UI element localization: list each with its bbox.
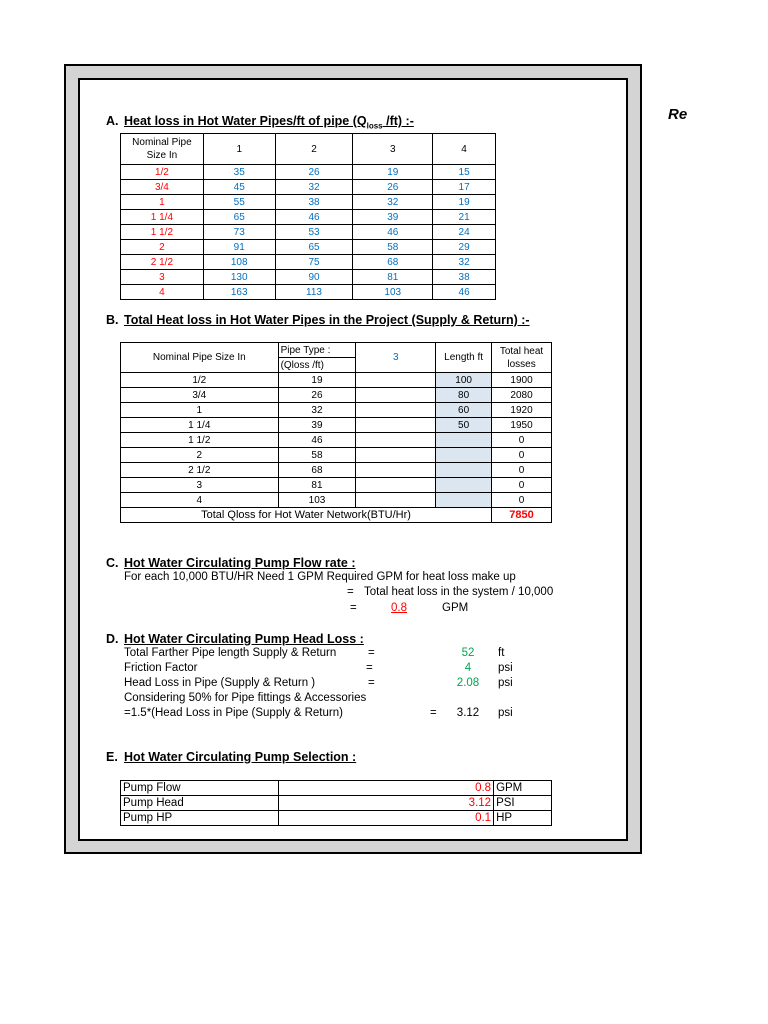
section-b-header-type: Pipe Type :: [278, 343, 356, 358]
heat-loss-cell: 108: [203, 255, 275, 270]
heat-loss-cell: 32: [433, 255, 496, 270]
heat-loss-cell: 130: [203, 270, 275, 285]
heat-loss-cell: 35: [203, 165, 275, 180]
section-a-header-size: Nominal Pipe Size In: [121, 134, 204, 165]
total-loss-cell: 0: [492, 493, 552, 508]
section-a-heading: [106, 114, 414, 131]
section-b-letter: B.: [106, 313, 119, 327]
table-row: [121, 225, 496, 240]
pipe-size-cell: 3: [121, 270, 204, 285]
section-b-table: [120, 342, 552, 523]
section-d-heading: [106, 632, 364, 646]
table-row: [121, 180, 496, 195]
heat-loss-cell: 90: [275, 270, 353, 285]
qloss-cell: 58: [278, 448, 356, 463]
pipe-size-cell: 2 1/2: [121, 255, 204, 270]
length-cell[interactable]: [436, 463, 492, 478]
qloss-cell: 32: [278, 403, 356, 418]
pump-head-value: 3.12: [278, 796, 493, 811]
section-b-title: Total Heat loss in Hot Water Pipes in the Project (Supply & Return) :-: [124, 313, 530, 327]
pump-hp-label: Pump HP: [121, 811, 279, 826]
section-b-header-total: Total heat losses: [492, 343, 552, 373]
pipe-size-cell: 4: [121, 493, 279, 508]
length-cell[interactable]: 100: [436, 373, 492, 388]
section-d-title: Hot Water Circulating Pump Head Loss :: [124, 632, 364, 646]
section-e-heading: [106, 750, 356, 764]
section-a-title-end: /ft) :-: [382, 114, 414, 128]
section-b-header-length: Length ft: [436, 343, 492, 373]
pipe-size-cell: 4: [121, 285, 204, 300]
heat-loss-cell: 58: [353, 240, 433, 255]
qloss-cell: 26: [278, 388, 356, 403]
length-cell[interactable]: 50: [436, 418, 492, 433]
pipe-size-cell: 2: [121, 448, 279, 463]
side-heading: Re: [668, 106, 688, 123]
pipe-size-cell: 1 1/2: [121, 433, 279, 448]
qloss-cell: 39: [278, 418, 356, 433]
section-c-eq1: =: [347, 586, 354, 598]
heat-loss-cell: 46: [353, 225, 433, 240]
heat-loss-cell: 17: [433, 180, 496, 195]
heat-loss-cell: 46: [275, 210, 353, 225]
section-d-row-value: 52: [461, 647, 475, 659]
pump-flow-unit: GPM: [494, 781, 552, 796]
pipe-size-cell: 2: [121, 240, 204, 255]
heat-loss-cell: 21: [433, 210, 496, 225]
section-a-header-type-2: 2: [275, 134, 353, 165]
heat-loss-cell: 53: [275, 225, 353, 240]
sheet-frame: [64, 64, 642, 854]
section-d-row-label: Friction Factor: [124, 662, 198, 674]
heat-loss-cell: 91: [203, 240, 275, 255]
total-loss-cell: 1950: [492, 418, 552, 433]
table-row: [121, 270, 496, 285]
sheet-content: [78, 78, 628, 841]
section-e-table: [120, 780, 552, 826]
qloss-cell: 68: [278, 463, 356, 478]
section-a-header-type-1: 1: [203, 134, 275, 165]
section-d-letter: D.: [106, 632, 119, 646]
section-d-row-eq: =: [368, 677, 375, 689]
pipe-size-cell: 2 1/2: [121, 463, 279, 478]
section-d-row-unit: ft: [498, 647, 505, 659]
table-row: [121, 796, 552, 811]
qloss-cell: 19: [278, 373, 356, 388]
heat-loss-cell: 32: [353, 195, 433, 210]
type-cell: [356, 463, 436, 478]
table-row: [121, 240, 496, 255]
pipe-size-cell: 1 1/2: [121, 225, 204, 240]
total-loss-cell: 0: [492, 448, 552, 463]
table-row: [121, 478, 552, 493]
table-row: [121, 493, 552, 508]
heat-loss-cell: 68: [353, 255, 433, 270]
pipe-size-cell: 1/2: [121, 373, 279, 388]
type-cell: [356, 478, 436, 493]
section-d-formula-unit: psi: [498, 707, 513, 719]
section-a-title: Heat loss in Hot Water Pipes/ft of pipe (Q: [124, 114, 367, 128]
pipe-size-cell: 1 1/4: [121, 418, 279, 433]
section-c-line1: For each 10,000 BTU/HR Need 1 GPM Required GPM for heat loss make up: [124, 571, 516, 583]
section-c-unit: GPM: [442, 602, 469, 614]
section-d-row-eq: =: [368, 647, 375, 659]
section-b-total-label: Total Qloss for Hot Water Network(BTU/Hr): [121, 508, 492, 523]
table-row: [121, 388, 552, 403]
total-loss-cell: 0: [492, 463, 552, 478]
table-row: [121, 210, 496, 225]
section-c-eq2: =: [350, 602, 357, 614]
section-a-table: [120, 133, 496, 300]
type-cell: [356, 388, 436, 403]
table-row: [121, 403, 552, 418]
section-d-note: Considering 50% for Pipe fittings & Accessories: [124, 692, 367, 704]
section-a-header-type-4: 4: [433, 134, 496, 165]
total-loss-cell: 1900: [492, 373, 552, 388]
section-e-letter: E.: [106, 750, 118, 764]
total-loss-cell: 0: [492, 433, 552, 448]
type-cell: [356, 448, 436, 463]
type-cell: [356, 433, 436, 448]
table-row: [121, 255, 496, 270]
section-e-title: Hot Water Circulating Pump Selection :: [124, 750, 357, 764]
qloss-cell: 81: [278, 478, 356, 493]
heat-loss-cell: 26: [275, 165, 353, 180]
heat-loss-cell: 73: [203, 225, 275, 240]
qloss-cell: 46: [278, 433, 356, 448]
pipe-size-cell: 3/4: [121, 388, 279, 403]
table-row: [121, 418, 552, 433]
section-d-row-unit: psi: [498, 677, 513, 689]
section-b-total-value: 7850: [492, 508, 552, 523]
section-d-formula-eq: =: [430, 707, 437, 719]
section-a-letter: A.: [106, 114, 119, 128]
section-d-formula-value: 3.12: [456, 707, 480, 719]
length-cell[interactable]: 80: [436, 388, 492, 403]
section-b-header-type-value: 3: [356, 343, 436, 373]
heat-loss-cell: 65: [275, 240, 353, 255]
section-c-line2: Total heat loss in the system / 10,000: [364, 586, 554, 598]
table-row: [121, 373, 552, 388]
section-d-row-value: 4: [464, 662, 472, 674]
section-c-title: Hot Water Circulating Pump Flow rate :: [124, 556, 356, 570]
table-row: [121, 811, 552, 826]
heat-loss-cell: 163: [203, 285, 275, 300]
length-cell[interactable]: [436, 433, 492, 448]
heat-loss-cell: 75: [275, 255, 353, 270]
pump-flow-value: 0.8: [278, 781, 493, 796]
section-a-title-sub: loss: [366, 121, 383, 131]
pump-hp-unit: HP: [494, 811, 552, 826]
heat-loss-cell: 38: [275, 195, 353, 210]
type-cell: [356, 373, 436, 388]
section-b-heading: [106, 313, 530, 327]
heat-loss-cell: 46: [433, 285, 496, 300]
heat-loss-cell: 39: [353, 210, 433, 225]
length-cell[interactable]: [436, 448, 492, 463]
section-c-heading: [106, 556, 356, 570]
table-row: [121, 433, 552, 448]
heat-loss-cell: 113: [275, 285, 353, 300]
section-d-formula: =1.5*(Head Loss in Pipe (Supply & Return): [124, 707, 343, 719]
pipe-size-cell: 3: [121, 478, 279, 493]
pipe-size-cell: 3/4: [121, 180, 204, 195]
heat-loss-cell: 81: [353, 270, 433, 285]
table-row: [121, 448, 552, 463]
section-d-row-unit: psi: [498, 662, 513, 674]
pump-flow-label: Pump Flow: [121, 781, 279, 796]
length-cell[interactable]: [436, 493, 492, 508]
heat-loss-cell: 19: [433, 195, 496, 210]
pump-head-unit: PSI: [494, 796, 552, 811]
heat-loss-cell: 65: [203, 210, 275, 225]
pipe-size-cell: 1/2: [121, 165, 204, 180]
section-c-letter: C.: [106, 556, 119, 570]
table-row: [121, 285, 496, 300]
qloss-cell: 103: [278, 493, 356, 508]
heat-loss-cell: 103: [353, 285, 433, 300]
section-c-value: 0.8: [391, 602, 407, 614]
section-d-row-value: 2.08: [456, 677, 480, 689]
type-cell: [356, 403, 436, 418]
section-b-header-qloss: (Qloss /ft): [278, 358, 356, 373]
heat-loss-cell: 19: [353, 165, 433, 180]
heat-loss-cell: 55: [203, 195, 275, 210]
pump-head-label: Pump Head: [121, 796, 279, 811]
pipe-size-cell: 1 1/4: [121, 210, 204, 225]
heat-loss-cell: 15: [433, 165, 496, 180]
length-cell[interactable]: 60: [436, 403, 492, 418]
total-loss-cell: 2080: [492, 388, 552, 403]
pipe-size-cell: 1: [121, 403, 279, 418]
heat-loss-cell: 26: [353, 180, 433, 195]
section-d-row-label: Total Farther Pipe length Supply & Return: [124, 647, 337, 659]
section-d-row-label: Head Loss in Pipe (Supply & Return ): [124, 677, 316, 689]
length-cell[interactable]: [436, 478, 492, 493]
heat-loss-cell: 32: [275, 180, 353, 195]
total-loss-cell: 0: [492, 478, 552, 493]
heat-loss-cell: 29: [433, 240, 496, 255]
section-d-row-eq: =: [366, 662, 373, 674]
type-cell: [356, 493, 436, 508]
table-row: [121, 165, 496, 180]
type-cell: [356, 418, 436, 433]
heat-loss-cell: 24: [433, 225, 496, 240]
heat-loss-cell: 38: [433, 270, 496, 285]
table-row: [121, 781, 552, 796]
heat-loss-cell: 45: [203, 180, 275, 195]
table-row: [121, 195, 496, 210]
section-a-header-type-3: 3: [353, 134, 433, 165]
total-loss-cell: 1920: [492, 403, 552, 418]
pump-hp-value: 0.1: [278, 811, 493, 826]
table-row: [121, 463, 552, 478]
pipe-size-cell: 1: [121, 195, 204, 210]
section-b-header-size: Nominal Pipe Size In: [121, 343, 279, 373]
